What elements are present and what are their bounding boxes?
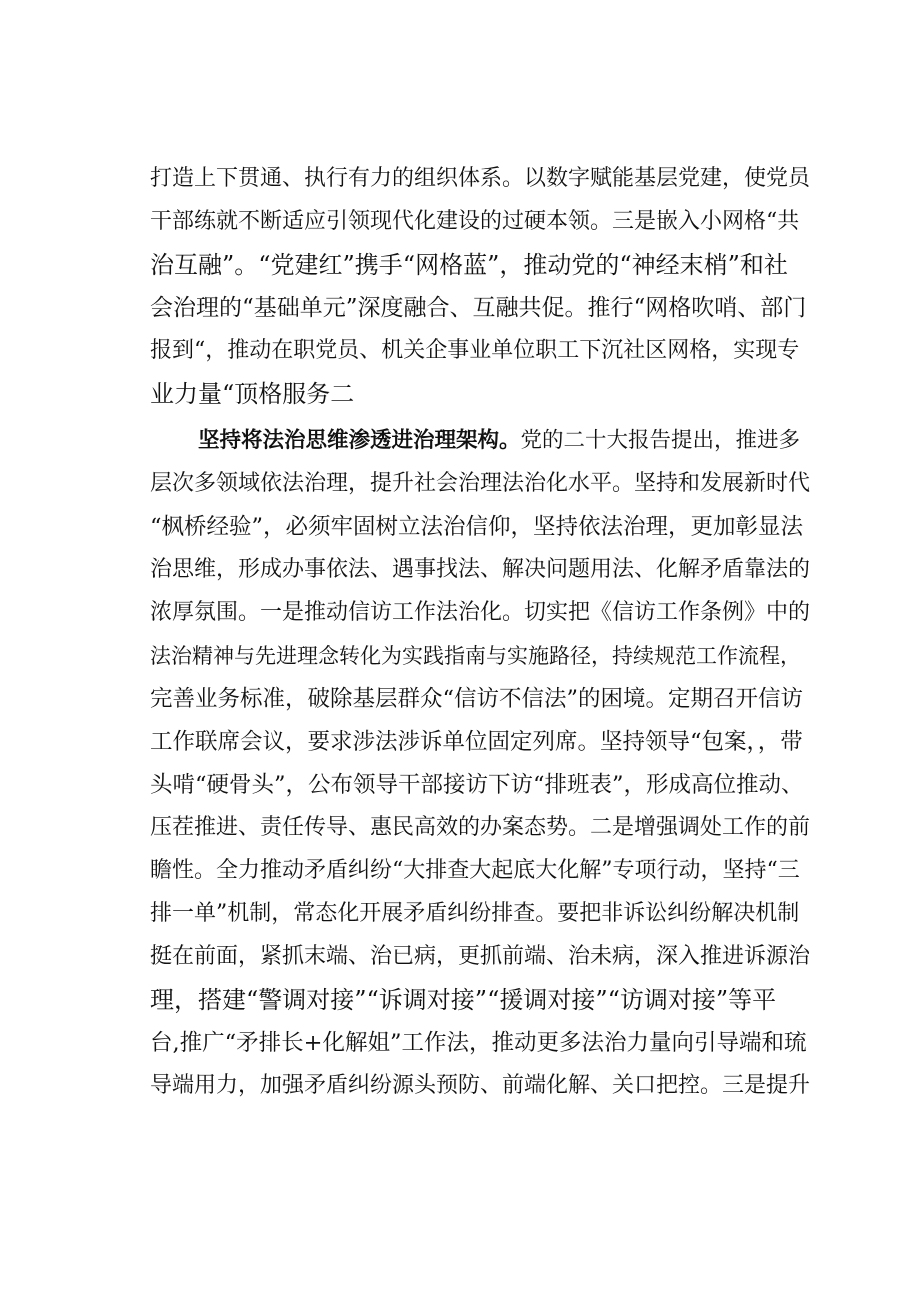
text-line: 报到“，推动在职党员、机关企事业单位职工下沉社区网格，实现专 [150, 338, 800, 363]
text-line: 排一单”机制，常态化开展矛盾纠纷排查。要把非诉讼纠纷解决机制 [150, 901, 800, 926]
text-line: 业力量“顶格服务二 [150, 380, 355, 408]
text-line: 导端用力，加强矛盾纠纷源头预防、前端化解、关口把控。三是提升 [150, 1073, 811, 1098]
text-line: 打造上下贯通、执行有力的组织体系。以数字赋能基层党建，使党员 [150, 166, 811, 191]
text-line: 工作联席会议，要求涉法涉诉单位固定列席。坚持领导“包案，，带 [150, 729, 803, 755]
paragraph-heading: 坚持将法治思维渗透进治理架构。 [198, 428, 521, 453]
text-line: 头啃“硬骨头”，公布领导干部接访下访“排班表”，形成高位推动、 [150, 772, 804, 798]
text-line: 挺在前面，紧抓末端、治已病，更抓前端、治未病，深入推进诉源治 [150, 944, 811, 969]
text-line: “枫桥经验”，必须牢固树立法治信仰，坚持依法治理，更加彰显法 [150, 514, 804, 540]
text-line: 治思维，形成办事依法、遇事找法、解决问题用法、化解矛盾靠法的 [150, 557, 811, 582]
text-line: 压茬推进、责任传导、惠民高效的办案态势。二是增强调处工作的前 [150, 815, 811, 840]
text-line: 会治理的“基础单元”深度融合、互融共促。推行“网格吹哨、部门 [150, 295, 807, 321]
paragraph-first-line [198, 426, 810, 456]
text-line: 理，搭建“警调对接”“诉调对接”“援调对接”“访调对接”等平 [150, 986, 777, 1014]
paragraph-first-line-text: 党的二十大报告提出，推进多 [520, 428, 801, 453]
text-line: 瞻性。全力推动矛盾纠纷“大排查大起底大化解”专项行动，坚持“三 [150, 858, 800, 883]
text-line: 层次多领域依法治理，提升社会治理法治化水平。坚持和发展新时代 [150, 471, 811, 496]
text-line: 干部练就不断适应引领现代化建设的过硬本领。三是嵌入小网格“共 [150, 209, 800, 234]
text-line: 完善业务标准，破除基层群众“信访不信法”的困境。定期召开信访 [150, 686, 804, 712]
text-line: 治互融”。“党建红”携手“网格蓝”，推动党的“神经末梢”和社 [150, 251, 788, 279]
text-line: 法治精神与先进理念转化为实践指南与实施路径，持续规范工作流程， [150, 644, 801, 668]
text-line: 浓厚氛围。一是推动信访工作法治化。切实把《信访工作条例》中的 [150, 600, 811, 625]
text-line: 台,推广“矛排长+化解姐”工作法，推动更多法治力量向引导端和琉 [150, 1030, 807, 1056]
